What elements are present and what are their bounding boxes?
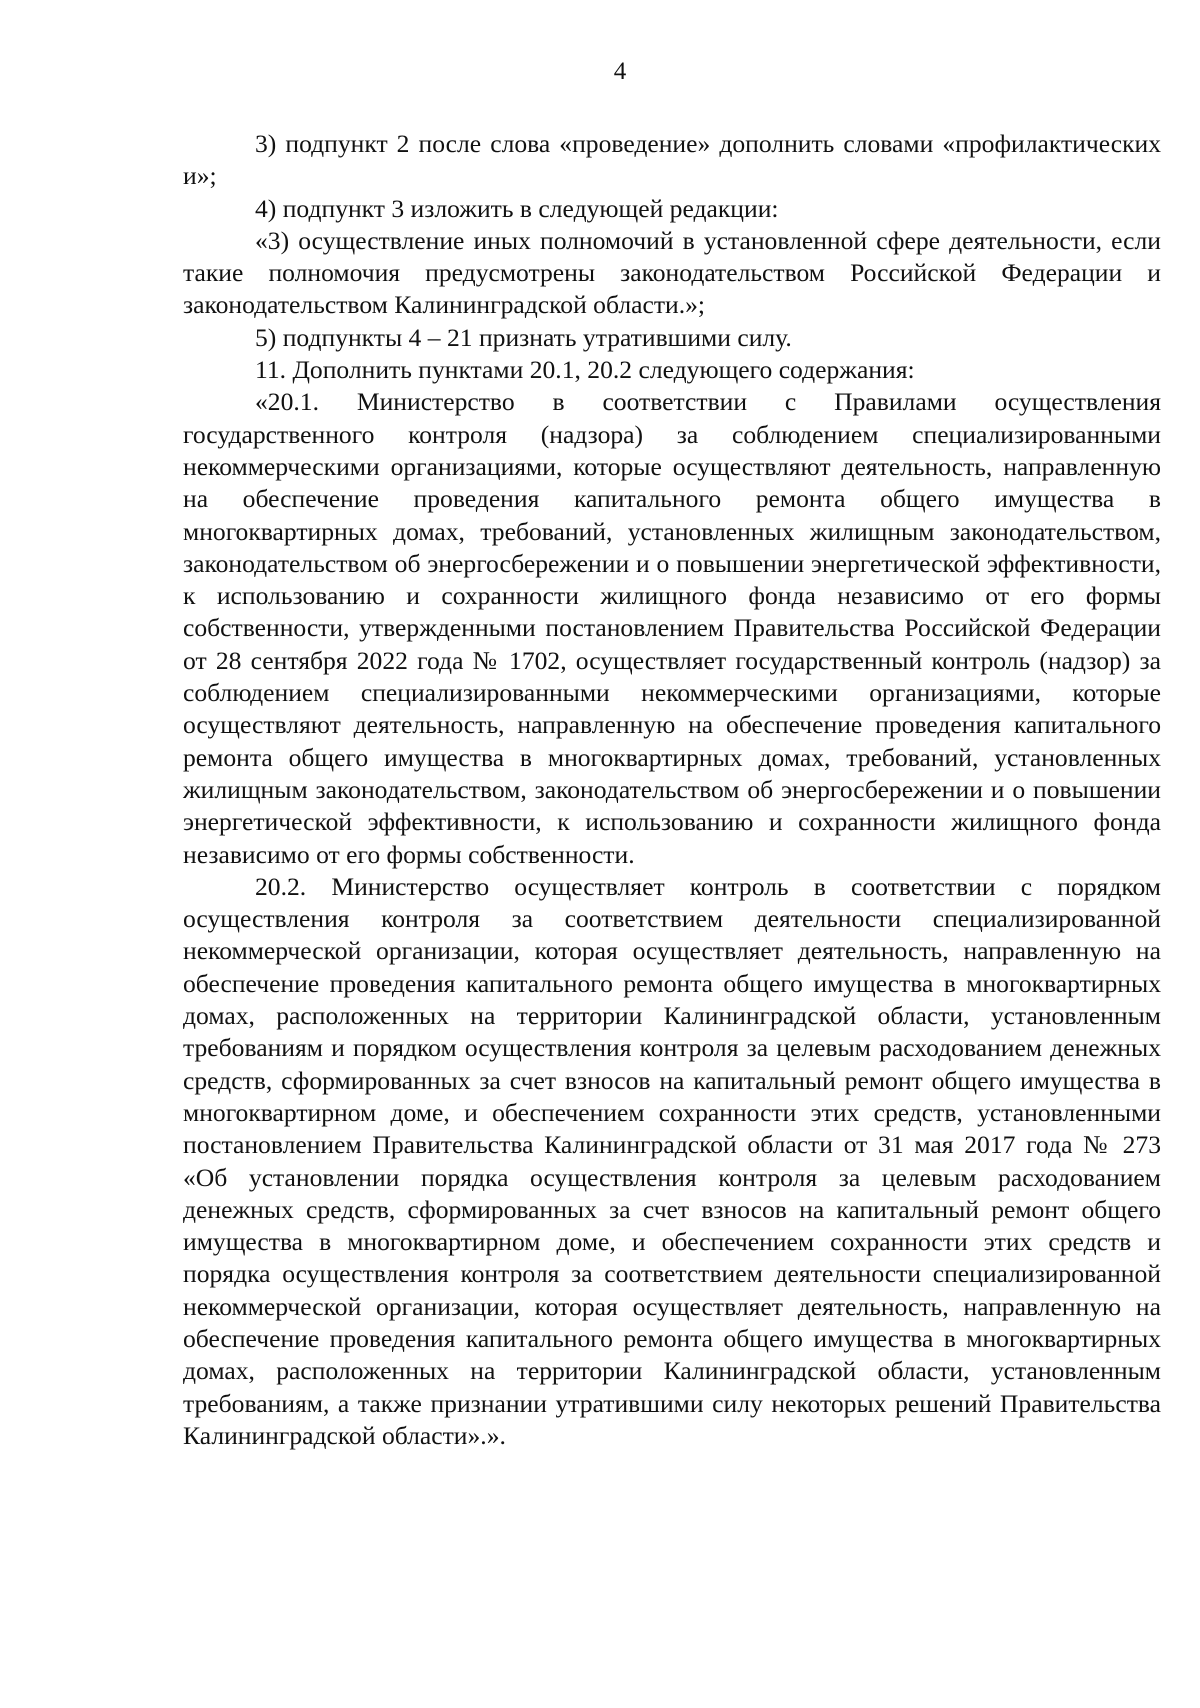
paragraph-subitem-3-new-wording: «3) осуществление иных полномочий в установленной сфере деятельности, если такие полномочия предусмотрены законодательством Российской Федерации и законодательством Калининградской области.»; <box>183 225 1161 320</box>
paragraph-item-20-1: «20.1. Министерство в соответствии с Правилами осуществления государственного контроля (надзора) за соблюдением специализированными некоммерческими организациями, которые осуществляют деятельность, направленную на обеспечение проведения капитального ремонта общего имущества в многоквартирных домах, требований, установленных жилищным законодательством, законодательством об энергосбережении и о повышении энергетической эффективности, к использованию и сохранности жилищного фонда независимо от его формы собственности, утвержденными постановлением Правительства Российской Федерации от 28 сентября 2022 года № 1702, осуществляет государственный контроль (надзор) за соблюдением специализированными некоммерческими организациями, которые осуществляют деятельность, направленную на обеспечение проведения капитального ремонта общего имущества в многоквартирных домах, требований, установленных жилищным законодательством, законодательством об энергосбережении и о повышении энергетической эффективности, к использованию и сохранности жилищного фонда независимо от его формы собственности. <box>183 387 1161 869</box>
page-number: 4 <box>613 58 627 85</box>
paragraph-item-20-2: 20.2. Министерство осуществляет контроль в соответствии с порядком осуществления контроля за соответствием деятельности специализированной некоммерческой организации, которая осуществляет деятельность, направленную на обеспечение проведения капитального ремонта общего имущества в многоквартирных домах, расположенных на территории Калининградской области, установленным требованиям и порядком осуществления контроля за целевым расходованием денежных средств, сформированных за счет взносов на капитальный ремонт общего имущества в многоквартирном доме, и обеспечением сохранности этих средств, установленными постановлением Правительства Калининградской области от 31 мая 2017 года № 273 «Об установлении порядка осуществления контроля за целевым расходованием денежных средств, сформированных за счет взносов на капитальный ремонт общего имущества в многоквартирном доме, и обеспечением сохранности этих средств и порядка осуществления контроля за соответствием деятельности специализированной некоммерческой организации, которая осуществляет деятельность, направленную на обеспечение проведения капитального ремонта общего имущества в многоквартирных домах, расположенных на территории Калининградской области, установленным требованиям, а также признании утратившими силу некоторых решений Правительства Калининградской области».». <box>183 871 1161 1450</box>
paragraph-subitem-5: 5) подпункты 4 – 21 признать утратившими силу. <box>255 322 792 352</box>
paragraph-subitem-3: 3) подпункт 2 после слова «проведение» дополнить словами «профилактических и»; <box>183 129 1161 191</box>
paragraph-subitem-4: 4) подпункт 3 изложить в следующей редакции: <box>255 193 779 223</box>
paragraph-item-11: 11. Дополнить пунктами 20.1, 20.2 следующего содержания: <box>255 355 915 385</box>
document-body <box>183 128 1161 1452</box>
